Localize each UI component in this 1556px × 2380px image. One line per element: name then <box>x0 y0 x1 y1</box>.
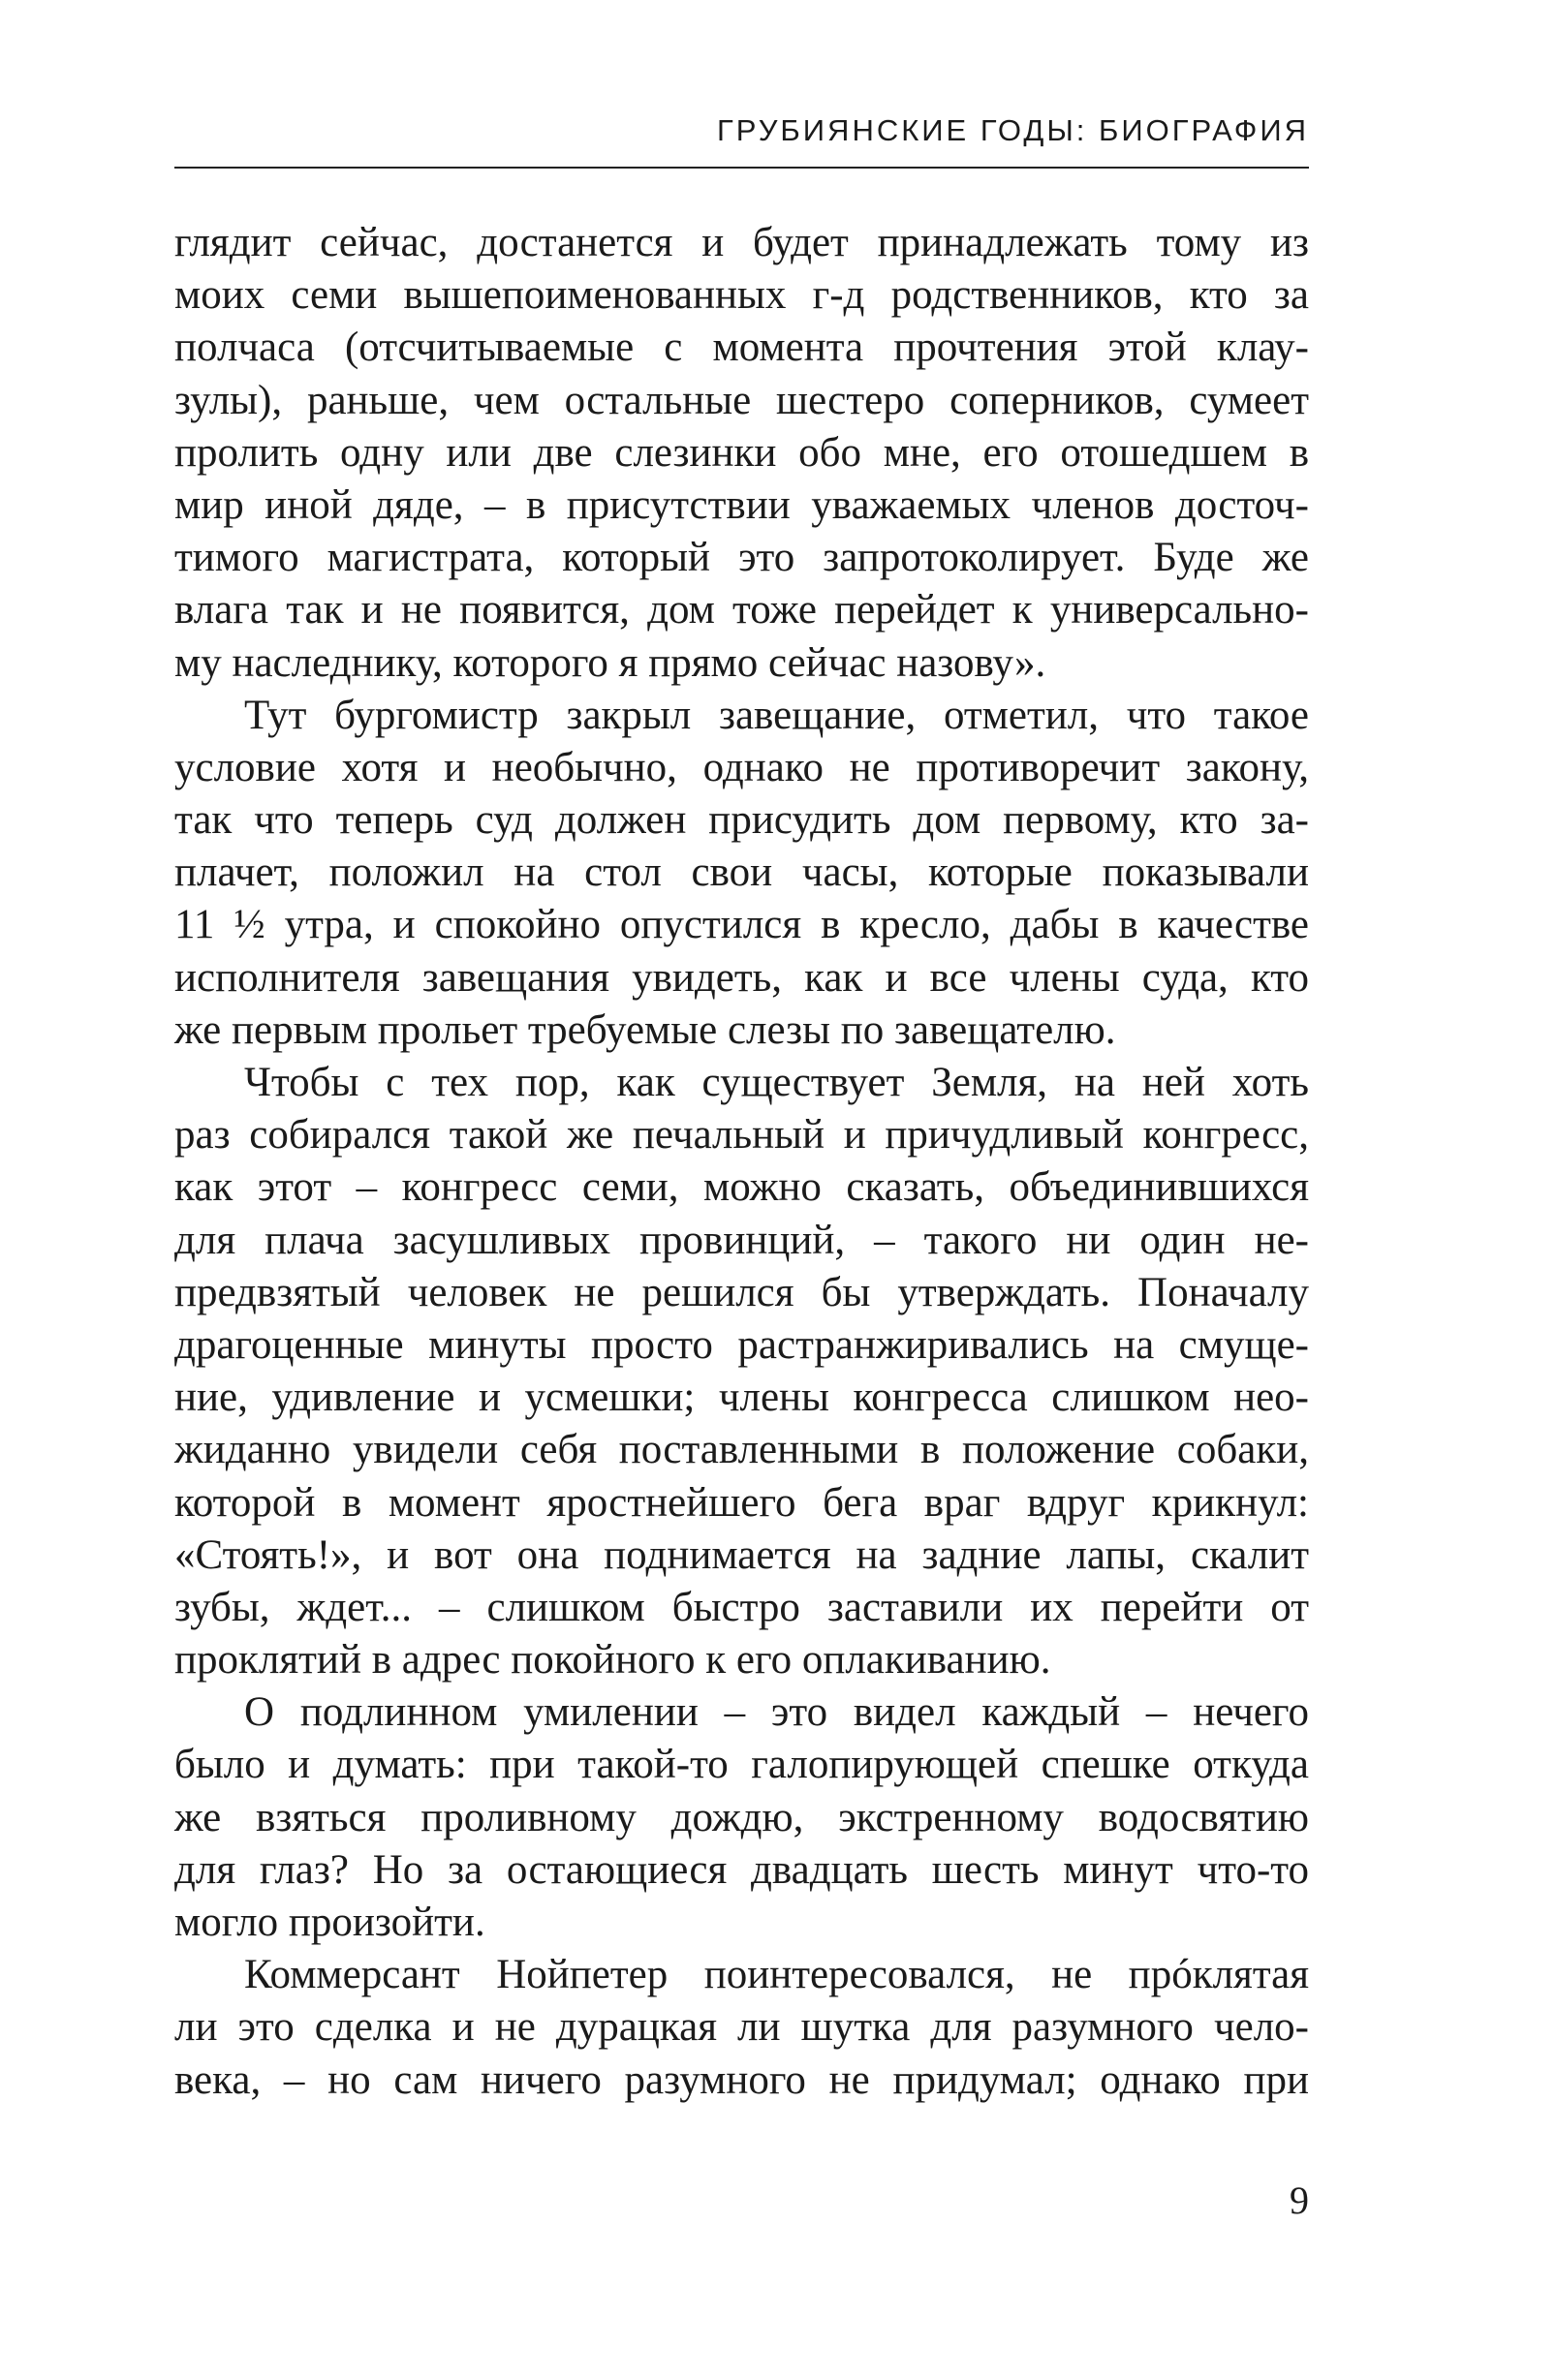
body-text <box>174 217 1309 2107</box>
text-line: как этот – конгресс семи, можно сказать, объединившихся <box>174 1164 1309 1211</box>
text-line: так что теперь суд должен присудить дом первому, кто за- <box>174 797 1309 844</box>
text-line: предвзятый человек не решился бы утверждать. Поначалу <box>174 1269 1309 1315</box>
text-line: глядит сейчас, достанется и будет принадлежать тому из <box>174 220 1309 265</box>
text-line: му наследнику, которого я прямо сейчас назову». <box>174 639 1046 686</box>
text-line: же взяться проливному дождю, экстренному водосвятию <box>174 1794 1309 1840</box>
text-line: полчаса (отсчитываемые с момента прочтения этой клау- <box>174 325 1309 371</box>
text-line: Чтобы с тех пор, как существует Земля, на ней хоть <box>244 1060 1309 1105</box>
text-line: условие хотя и необычно, однако не противоречит закону, <box>174 744 1309 790</box>
text-line: тимого магистрата, который это запротоколирует. Буде же <box>174 535 1309 581</box>
text-line: исполнителя завещания увидеть, как и все члены суда, кто <box>174 954 1309 1001</box>
text-line: для плача засушливых провинций, – такого ни один не- <box>174 1217 1309 1263</box>
text-line: жиданно увидели себя поставленными в положение собаки, <box>174 1427 1309 1473</box>
text-line: было и думать: при такой-то галопирующей спешке откуда <box>174 1742 1309 1788</box>
text-line: Тут бургомистр закрыл завещание, отметил, что такое <box>244 692 1309 738</box>
text-line: зубы, ждет... – слишком быстро заставили их перейти от <box>174 1584 1309 1630</box>
text-line: моих семи вышепоименованных г-д родственников, кто за <box>174 272 1309 319</box>
text-line: 11 ½ утра, и спокойно опустился в кресло, дабы в качестве <box>174 902 1309 948</box>
text-line: могло произойти. <box>174 1900 485 1945</box>
text-line: драгоценные минуты просто растранжиривались на смуще- <box>174 1321 1309 1368</box>
text-line: для глаз? Но за остающиеся двадцать шесть минут что-то <box>174 1846 1309 1893</box>
paragraph <box>174 1686 1309 1949</box>
text-line: О подлинном умилении – это видел каждый – нечего <box>244 1689 1309 1736</box>
running-header: ГРУБИЯНСКИЕ ГОДЫ: БИОГРАФИЯ <box>716 113 1309 147</box>
text-line: зулы), раньше, чем остальные шестеро соперников, сумеет <box>174 377 1309 423</box>
page-number: 9 <box>1290 2179 1309 2222</box>
text-line: плачет, положил на стол свои часы, которые показывали <box>174 850 1309 896</box>
text-line: раз собирался такой же печальный и причудливый конгресс, <box>174 1112 1309 1159</box>
paragraph <box>174 690 1309 1057</box>
header-rule <box>174 167 1309 169</box>
text-line: ли это сделка и не дурацкая ли шутка для разумного чело- <box>174 2004 1309 2051</box>
text-line: же первым прольет требуемые слезы по завещателю. <box>174 1006 1116 1053</box>
text-line: «Стоять!», и вот она поднимается на задние лапы, скалит <box>174 1531 1309 1578</box>
text-line: Коммерсант Нойпетер поинтересовался, не прóклятая <box>244 1952 1309 1998</box>
text-line: пролить одну или две слезинки обо мне, его отошедшем в <box>174 429 1309 476</box>
text-line: ние, удивление и усмешки; члены конгресса слишком нео- <box>174 1375 1309 1421</box>
text-line: которой в момент яростнейшего бега враг вдруг крикнул: <box>174 1479 1309 1526</box>
text-line: века, – но сам ничего разумного не придумал; однако при <box>174 2056 1309 2103</box>
paragraph <box>174 1949 1309 2107</box>
paragraph <box>174 217 1309 690</box>
paragraph <box>174 1057 1309 1686</box>
text-line: проклятий в адрес покойного к его оплакиванию. <box>174 1637 1051 1684</box>
text-line: мир иной дяде, – в присутствии уважаемых членов досточ- <box>174 481 1309 528</box>
text-line: влага так и не появится, дом тоже перейдет к универсально- <box>174 587 1309 634</box>
